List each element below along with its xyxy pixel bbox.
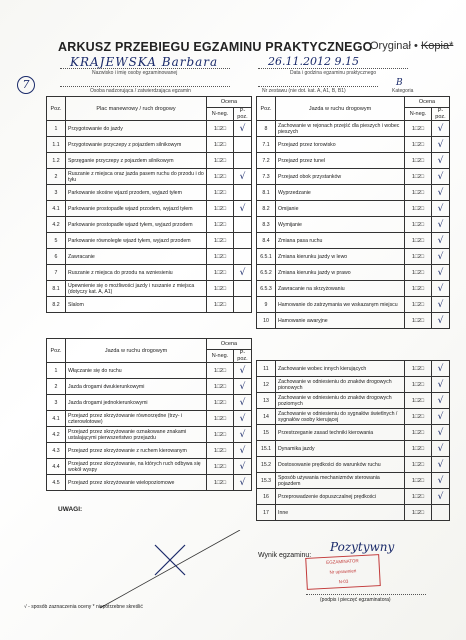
check-mark[interactable]: √ <box>432 425 450 441</box>
row-label: Przejazd przez skrzyżowanie równorzędne (trzy- i czterowlotowe) <box>66 411 207 427</box>
table-row <box>47 459 252 475</box>
check-mark[interactable]: √ <box>234 201 252 217</box>
table-row <box>257 457 450 473</box>
row-number: 1 <box>47 121 66 137</box>
examiner-line <box>60 86 230 87</box>
check-mark[interactable]: √ <box>432 217 450 233</box>
row-label: Zachowanie w odniesieniu do znaków drogowych pionowych <box>276 377 405 393</box>
row-label: Przeprowadzenie dopuszczalnej prędkości <box>276 489 405 505</box>
row-label: Slalom <box>66 297 207 313</box>
grade-boxes[interactable]: 1□2□ <box>405 457 432 473</box>
check-mark[interactable]: √ <box>432 281 450 297</box>
table-row <box>47 379 252 395</box>
check-mark[interactable]: √ <box>234 459 252 475</box>
check-mark[interactable]: √ <box>432 201 450 217</box>
table-row <box>257 377 450 393</box>
grade-boxes[interactable]: 1□2□ <box>405 505 432 521</box>
row-number: 7.3 <box>257 169 276 185</box>
date-line <box>258 68 408 69</box>
row-number: 8.4 <box>257 233 276 249</box>
row-label: Przejazd przez torowisko <box>276 137 405 153</box>
category-caption: Kategoria <box>392 88 414 94</box>
row-label: Jazda drogami jednokierunkowymi <box>66 395 207 411</box>
table-row <box>47 217 252 233</box>
check-mark[interactable] <box>234 217 252 233</box>
row-number: 15.3 <box>257 473 276 489</box>
signature-caption: (podpis i pieczęć egzaminatora) <box>320 597 391 603</box>
row-number: 1.2 <box>47 153 66 169</box>
check-mark[interactable]: √ <box>432 441 450 457</box>
row-label: Sposób używania mechanizmów sterowania pojazdem <box>276 473 405 489</box>
row-number: 8 <box>257 121 276 137</box>
row-number: 13 <box>257 393 276 409</box>
nneg-header: N-neg. <box>207 108 234 121</box>
row-number: 8.1 <box>47 281 66 297</box>
row-label: Zmiana kierunku jazdy w prawo <box>276 265 405 281</box>
row-number: 5 <box>47 233 66 249</box>
check-mark[interactable]: √ <box>432 393 450 409</box>
vehicle-caption: Nr zestawu (nie dot. kat. A, A1, B, B1) <box>262 88 346 94</box>
check-mark[interactable]: √ <box>432 153 450 169</box>
check-mark[interactable]: √ <box>234 379 252 395</box>
poz-header: Poz. <box>257 97 276 121</box>
grade-boxes[interactable]: 1□2□ <box>405 441 432 457</box>
check-mark[interactable] <box>234 249 252 265</box>
row-label: Zmiana pasa ruchu <box>276 233 405 249</box>
row-label: Zawracanie <box>66 249 207 265</box>
table-row <box>47 121 252 137</box>
table-row <box>257 473 450 489</box>
row-label: Zachowanie wobec innych kierujących <box>276 361 405 377</box>
row-number: 7.1 <box>257 137 276 153</box>
check-mark[interactable]: √ <box>432 169 450 185</box>
row-label: Wymijanie <box>276 217 405 233</box>
grade-boxes[interactable]: 1□2□ <box>405 473 432 489</box>
row-label: Dynamika jazdy <box>276 441 405 457</box>
check-mark[interactable]: √ <box>234 169 252 185</box>
table-row <box>257 297 450 313</box>
grade-boxes[interactable]: 1□2□ <box>207 233 234 249</box>
check-mark[interactable]: √ <box>432 457 450 473</box>
check-mark[interactable] <box>234 137 252 153</box>
table-row <box>47 185 252 201</box>
table-row <box>257 489 450 505</box>
row-number: 6.5.3 <box>257 281 276 297</box>
x-mark <box>150 540 190 580</box>
check-mark[interactable]: √ <box>432 377 450 393</box>
check-mark[interactable]: √ <box>432 409 450 425</box>
grade-boxes[interactable]: 1□2□ <box>405 185 432 201</box>
row-number: 1.1 <box>47 137 66 153</box>
grade-boxes[interactable]: 1□2□ <box>207 201 234 217</box>
check-mark[interactable]: √ <box>432 297 450 313</box>
check-mark[interactable] <box>234 233 252 249</box>
traffic-header: Jazda w ruchu drogowym <box>66 339 207 363</box>
grade-boxes[interactable]: 1□2□ <box>405 137 432 153</box>
check-mark[interactable]: √ <box>432 265 450 281</box>
grade-boxes[interactable]: 1□2□ <box>405 281 432 297</box>
row-label: Sprzęganie przyczepy z pojazdem silnikowym <box>66 153 207 169</box>
row-label: Hamowanie awaryjne <box>276 313 405 329</box>
grade-boxes[interactable]: 1□2□ <box>207 475 234 491</box>
row-number: 8.2 <box>257 201 276 217</box>
row-number: 4.3 <box>47 443 66 459</box>
nneg-header: N-neg. <box>207 350 234 363</box>
table-row <box>257 313 450 329</box>
grade-boxes[interactable]: 1□2□ <box>405 201 432 217</box>
row-number: 2 <box>47 169 66 185</box>
vehicle-line <box>258 86 378 87</box>
road-traffic-table <box>46 338 252 491</box>
poz-header: Poz. <box>47 339 66 363</box>
row-label: Hamowanie do zatrzymania we wskazanym miejscu <box>276 297 405 313</box>
category-value: B <box>396 78 403 88</box>
row-number: 8.2 <box>47 297 66 313</box>
grade-boxes[interactable]: 1□2□ <box>207 281 234 297</box>
grade-boxes[interactable]: 1□2□ <box>405 361 432 377</box>
grade-boxes[interactable]: 1□2□ <box>207 169 234 185</box>
grade-boxes[interactable]: 1□2□ <box>207 137 234 153</box>
row-label: Parkowanie skośne wjazd przodem, wyjazd tyłem <box>66 185 207 201</box>
table-row <box>257 185 450 201</box>
row-label: Zmiana kierunku jazdy w lewo <box>276 249 405 265</box>
row-number: 12 <box>257 377 276 393</box>
maneuver-header: Plac manewrowy / ruch drogowy <box>66 97 207 121</box>
row-number: 11 <box>257 361 276 377</box>
row-number: 3 <box>47 395 66 411</box>
row-number: 1 <box>47 363 66 379</box>
candidate-name-handwritten: KRAJEWSKA Barbara <box>70 55 219 69</box>
grade-boxes[interactable]: 1□2□ <box>405 233 432 249</box>
row-number: 4.1 <box>47 201 66 217</box>
row-label: Przejazd przez skrzyżowanie, na których ruch odbywa się wokół wyspy <box>66 459 207 475</box>
grade-boxes[interactable]: 1□2□ <box>405 249 432 265</box>
check-mark[interactable]: √ <box>432 137 450 153</box>
table-row <box>257 249 450 265</box>
grade-boxes[interactable]: 1□2□ <box>207 185 234 201</box>
grade-boxes[interactable]: 1□2□ <box>405 425 432 441</box>
row-label: Zachowanie w odniesieniu do znaków drogowych poziomych <box>276 393 405 409</box>
row-number: 4.2 <box>47 427 66 443</box>
grade-boxes[interactable]: 1□2□ <box>207 121 234 137</box>
grade-boxes[interactable]: 1□2□ <box>207 153 234 169</box>
row-label: Wyprzedzanie <box>276 185 405 201</box>
grade-boxes[interactable]: 1□2□ <box>405 265 432 281</box>
grade-boxes[interactable]: 1□2□ <box>207 265 234 281</box>
check-mark[interactable]: √ <box>234 427 252 443</box>
row-label: Zachowanie w rejonach przejść dla pieszych i wobec pieszych <box>276 121 405 137</box>
row-label: Parkowanie prostopadłe wjazd przodem, wyjazd tyłem <box>66 201 207 217</box>
row-label: Przygotowanie przyczepy z pojazdem silnikowym <box>66 137 207 153</box>
table-row <box>257 217 450 233</box>
remarks-label: UWAGI: <box>58 506 83 513</box>
exam-date-handwritten: 26.11.2012 9.15 <box>268 55 359 68</box>
row-number: 4.4 <box>47 459 66 475</box>
row-number: 10 <box>257 313 276 329</box>
table-row <box>257 441 450 457</box>
row-number: 6.5.1 <box>257 249 276 265</box>
row-number: 4.2 <box>47 217 66 233</box>
table-row <box>47 427 252 443</box>
row-label: Zawracanie na skrzyżowaniu <box>276 281 405 297</box>
table-row <box>257 137 450 153</box>
row-number: 7 <box>47 265 66 281</box>
ocena-header: Ocena <box>207 339 252 350</box>
stamp-line-2: Nr uprawnień <box>329 568 357 575</box>
row-label: Włączanie się do ruchu <box>66 363 207 379</box>
ocena-header: Ocena <box>405 97 450 108</box>
row-label: Przejazd obok przystanków <box>276 169 405 185</box>
grade-boxes[interactable]: 1□2□ <box>405 377 432 393</box>
table-row <box>47 201 252 217</box>
table-row <box>47 475 252 491</box>
row-number: 6.5.2 <box>257 265 276 281</box>
table-row <box>257 425 450 441</box>
examiner-caption: Osoba nadzorująca / zatwierdzająca egzamin <box>90 88 191 94</box>
check-mark[interactable]: √ <box>432 313 450 329</box>
ppoz-header: P-poz. <box>234 350 252 363</box>
traffic-header: Jazda w ruchu drogowym <box>276 97 405 121</box>
check-mark[interactable] <box>234 185 252 201</box>
ppoz-header: P-poz. <box>432 108 450 121</box>
row-number: 15 <box>257 425 276 441</box>
grade-boxes[interactable]: 1□2□ <box>207 217 234 233</box>
grade-boxes[interactable]: 1□2□ <box>207 411 234 427</box>
table-row <box>257 121 450 137</box>
row-label: Omijanie <box>276 201 405 217</box>
grade-boxes[interactable]: 1□2□ <box>405 217 432 233</box>
row-number: 15.1 <box>257 441 276 457</box>
row-label: Przejazd przez tunel <box>276 153 405 169</box>
grade-boxes[interactable]: 1□2□ <box>207 395 234 411</box>
check-mark[interactable]: √ <box>432 249 450 265</box>
check-mark[interactable]: √ <box>234 265 252 281</box>
nneg-header: N-neg. <box>405 108 432 121</box>
circled-number: 7 <box>17 76 35 94</box>
grade-boxes[interactable]: 1□2□ <box>405 169 432 185</box>
table-row <box>257 233 450 249</box>
table-row <box>47 249 252 265</box>
row-label: Przejazd przez skrzyżowanie wielopoziomowe <box>66 475 207 491</box>
row-number: 17 <box>257 505 276 521</box>
table-row <box>47 153 252 169</box>
row-number: 16 <box>257 489 276 505</box>
check-mark[interactable]: √ <box>234 121 252 137</box>
row-number: 4.1 <box>47 411 66 427</box>
grade-boxes[interactable]: 1□2□ <box>207 249 234 265</box>
table-row <box>47 443 252 459</box>
table-row <box>257 281 450 297</box>
result-value-handwritten: Pozytywny <box>330 540 395 554</box>
name-caption: Nazwisko i imię osoby egzaminowanej <box>92 70 178 76</box>
grade-boxes[interactable]: 1□2□ <box>207 427 234 443</box>
check-mark[interactable]: √ <box>432 185 450 201</box>
grade-boxes[interactable]: 1□2□ <box>405 153 432 169</box>
table-row <box>47 411 252 427</box>
row-label: Dostosowanie prędkości do warunków ruchu <box>276 457 405 473</box>
row-label: Inne <box>276 505 405 521</box>
table-row <box>47 395 252 411</box>
row-label: Przejazd przez skrzyżowanie oznakowane znakami ustalającymi pierwszeństwo przejazdu <box>66 427 207 443</box>
table-row <box>257 505 450 521</box>
table-row <box>47 297 252 313</box>
table-row <box>257 409 450 425</box>
check-mark[interactable]: √ <box>234 363 252 379</box>
check-mark[interactable] <box>234 297 252 313</box>
row-number: 8.1 <box>257 185 276 201</box>
check-mark[interactable]: √ <box>234 475 252 491</box>
grade-boxes[interactable]: 1□2□ <box>207 363 234 379</box>
row-label: Upewnienie się o możliwości jazdy i ruszanie z miejsca (dotyczy kat. A, A1) <box>66 281 207 297</box>
table-row <box>47 137 252 153</box>
table-row <box>47 169 252 185</box>
row-label: Przestrzeganie zasad techniki kierowania <box>276 425 405 441</box>
table-row <box>257 393 450 409</box>
grade-boxes[interactable]: 1□2□ <box>207 379 234 395</box>
grade-boxes[interactable]: 1□2□ <box>405 297 432 313</box>
check-mark[interactable]: √ <box>432 233 450 249</box>
copy-label: Kopia* <box>420 40 454 52</box>
signature-line <box>306 594 426 595</box>
ppoz-header: P-poz. <box>234 108 252 121</box>
check-mark[interactable]: √ <box>234 395 252 411</box>
behaviour-table <box>256 360 450 521</box>
table-row <box>47 281 252 297</box>
maneuver-table <box>46 96 252 313</box>
examiner-stamp <box>305 554 381 590</box>
document-title: ARKUSZ PRZEBIEGU EGZAMINU PRAKTYCZNEGO <box>58 40 373 54</box>
grade-boxes[interactable]: 1□2□ <box>207 297 234 313</box>
grade-boxes[interactable]: 1□2□ <box>405 393 432 409</box>
table-row <box>47 265 252 281</box>
row-number: 6 <box>47 249 66 265</box>
row-number: 15.2 <box>257 457 276 473</box>
date-caption: Data i godzina egzaminu praktycznego <box>290 70 377 76</box>
ocena-header: Ocena <box>207 97 252 108</box>
check-mark[interactable]: √ <box>432 489 450 505</box>
check-mark[interactable]: √ <box>432 473 450 489</box>
table-row <box>257 265 450 281</box>
row-label: Zachowanie w odniesieniu do sygnałów świetlnych / sygnałów osoby kierującej <box>276 409 405 425</box>
row-number: 14 <box>257 409 276 425</box>
footer-note: √ - sposób zaznaczenia oceny * niepotrzebne skreślić <box>24 604 143 610</box>
row-label: Parkowanie równoległe wjazd tyłem, wyjazd przodem <box>66 233 207 249</box>
row-number: 2 <box>47 379 66 395</box>
row-number: 3 <box>47 185 66 201</box>
row-label: Przygotowanie do jazdy <box>66 121 207 137</box>
row-number: 9 <box>257 297 276 313</box>
stamp-line-1: EGZAMINATOR <box>326 558 359 565</box>
check-mark[interactable]: √ <box>234 443 252 459</box>
row-label: Ruszanie z miejsca oraz jazda pasem ruchu do przodu i do tyłu <box>66 169 207 185</box>
grade-boxes[interactable]: 1□2□ <box>405 121 432 137</box>
table-row <box>47 363 252 379</box>
poz-header: Poz. <box>47 97 66 121</box>
check-mark[interactable]: √ <box>432 361 450 377</box>
result-label: Wynik egzaminu: <box>258 552 312 559</box>
name-line <box>60 68 230 69</box>
table-row <box>257 169 450 185</box>
grade-boxes[interactable]: 1□2□ <box>207 459 234 475</box>
row-number: 8.3 <box>257 217 276 233</box>
row-label: Przejazd przez skrzyżowanie z ruchem kierowanym <box>66 443 207 459</box>
table-row <box>47 233 252 249</box>
row-label: Parkowanie prostopadłe wjazd tyłem, wyjazd przodem <box>66 217 207 233</box>
grade-boxes[interactable]: 1□2□ <box>405 313 432 329</box>
original-copy-marker: Oryginał • Kopia* <box>370 40 454 52</box>
row-label: Jazda drogami dwukierunkowymi <box>66 379 207 395</box>
check-mark[interactable] <box>234 153 252 169</box>
stamp-line-3: N-03 <box>338 578 349 585</box>
original-label: Oryginał <box>370 40 411 52</box>
grade-boxes[interactable]: 1□2□ <box>405 489 432 505</box>
check-mark[interactable] <box>234 281 252 297</box>
row-number: 7.2 <box>257 153 276 169</box>
check-mark[interactable]: √ <box>234 411 252 427</box>
check-mark[interactable] <box>432 505 450 521</box>
table-row <box>257 153 450 169</box>
row-label: Ruszanie z miejsca do przodu na wzniesieniu <box>66 265 207 281</box>
grade-boxes[interactable]: 1□2□ <box>405 409 432 425</box>
table-row <box>257 361 450 377</box>
row-number: 4.5 <box>47 475 66 491</box>
traffic-table <box>256 96 450 329</box>
table-row <box>257 201 450 217</box>
grade-boxes[interactable]: 1□2□ <box>207 443 234 459</box>
check-mark[interactable]: √ <box>432 121 450 137</box>
